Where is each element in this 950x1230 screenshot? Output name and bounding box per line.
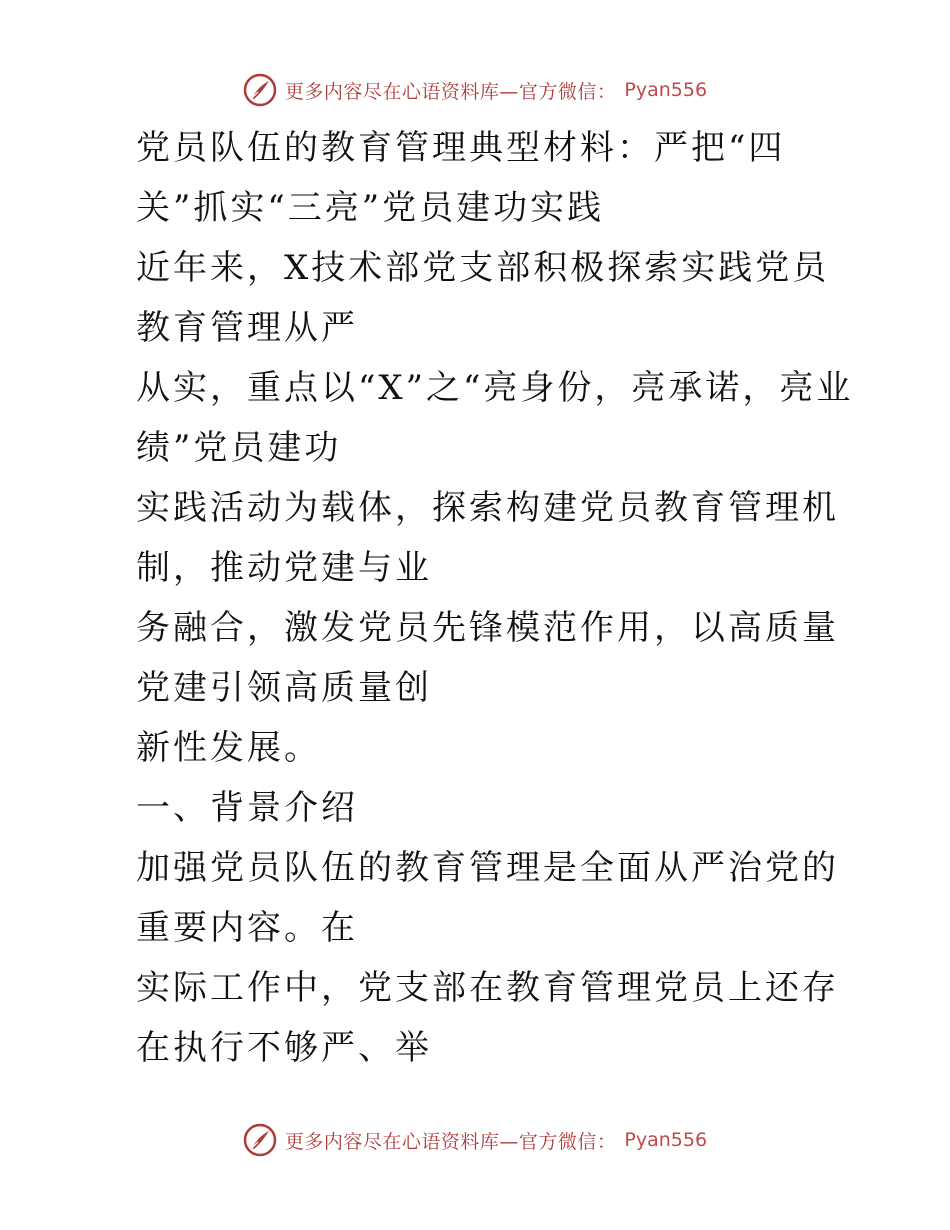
header-watermark [0,70,950,110]
footer-watermark [0,1120,950,1160]
document-body [98,118,858,1078]
body-paragraph: 实际工作中，党支部在教育管理党员上还存在执行不够严、举 [136,968,839,1068]
body-paragraph: 近年来，X技术部党支部积极探索实践党员教育管理从严 [136,248,830,348]
watermark-text: 更多内容尽在心语资料库—官方微信： [284,1130,617,1153]
document-title-line-2: 关”抓实“三亮”党员建功实践 [136,188,605,228]
section-heading: 一、背景介绍 [136,788,358,828]
body-paragraph: 从实，重点以“X”之“亮身份，亮承诺，亮业绩”党员建功 [136,368,854,468]
feather-pen-logo-icon [243,73,277,107]
watermark-wechat-id: Pyan556 [624,1129,708,1151]
document-title-line-1: 党员队伍的教育管理典型材料：严把“四 [136,128,786,168]
body-paragraph: 务融合，激发党员先锋模范作用，以高质量党建引领高质量创 [136,608,839,708]
watermark-text: 更多内容尽在心语资料库—官方微信： [284,80,617,103]
body-paragraph: 加强党员队伍的教育管理是全面从严治党的重要内容。在 [136,848,839,948]
body-paragraph: 实践活动为载体，探索构建党员教育管理机制，推动党建与业 [136,488,839,588]
watermark-wechat-id: Pyan556 [624,79,708,101]
body-paragraph: 新性发展。 [136,728,321,768]
feather-pen-logo-icon [243,1123,277,1157]
